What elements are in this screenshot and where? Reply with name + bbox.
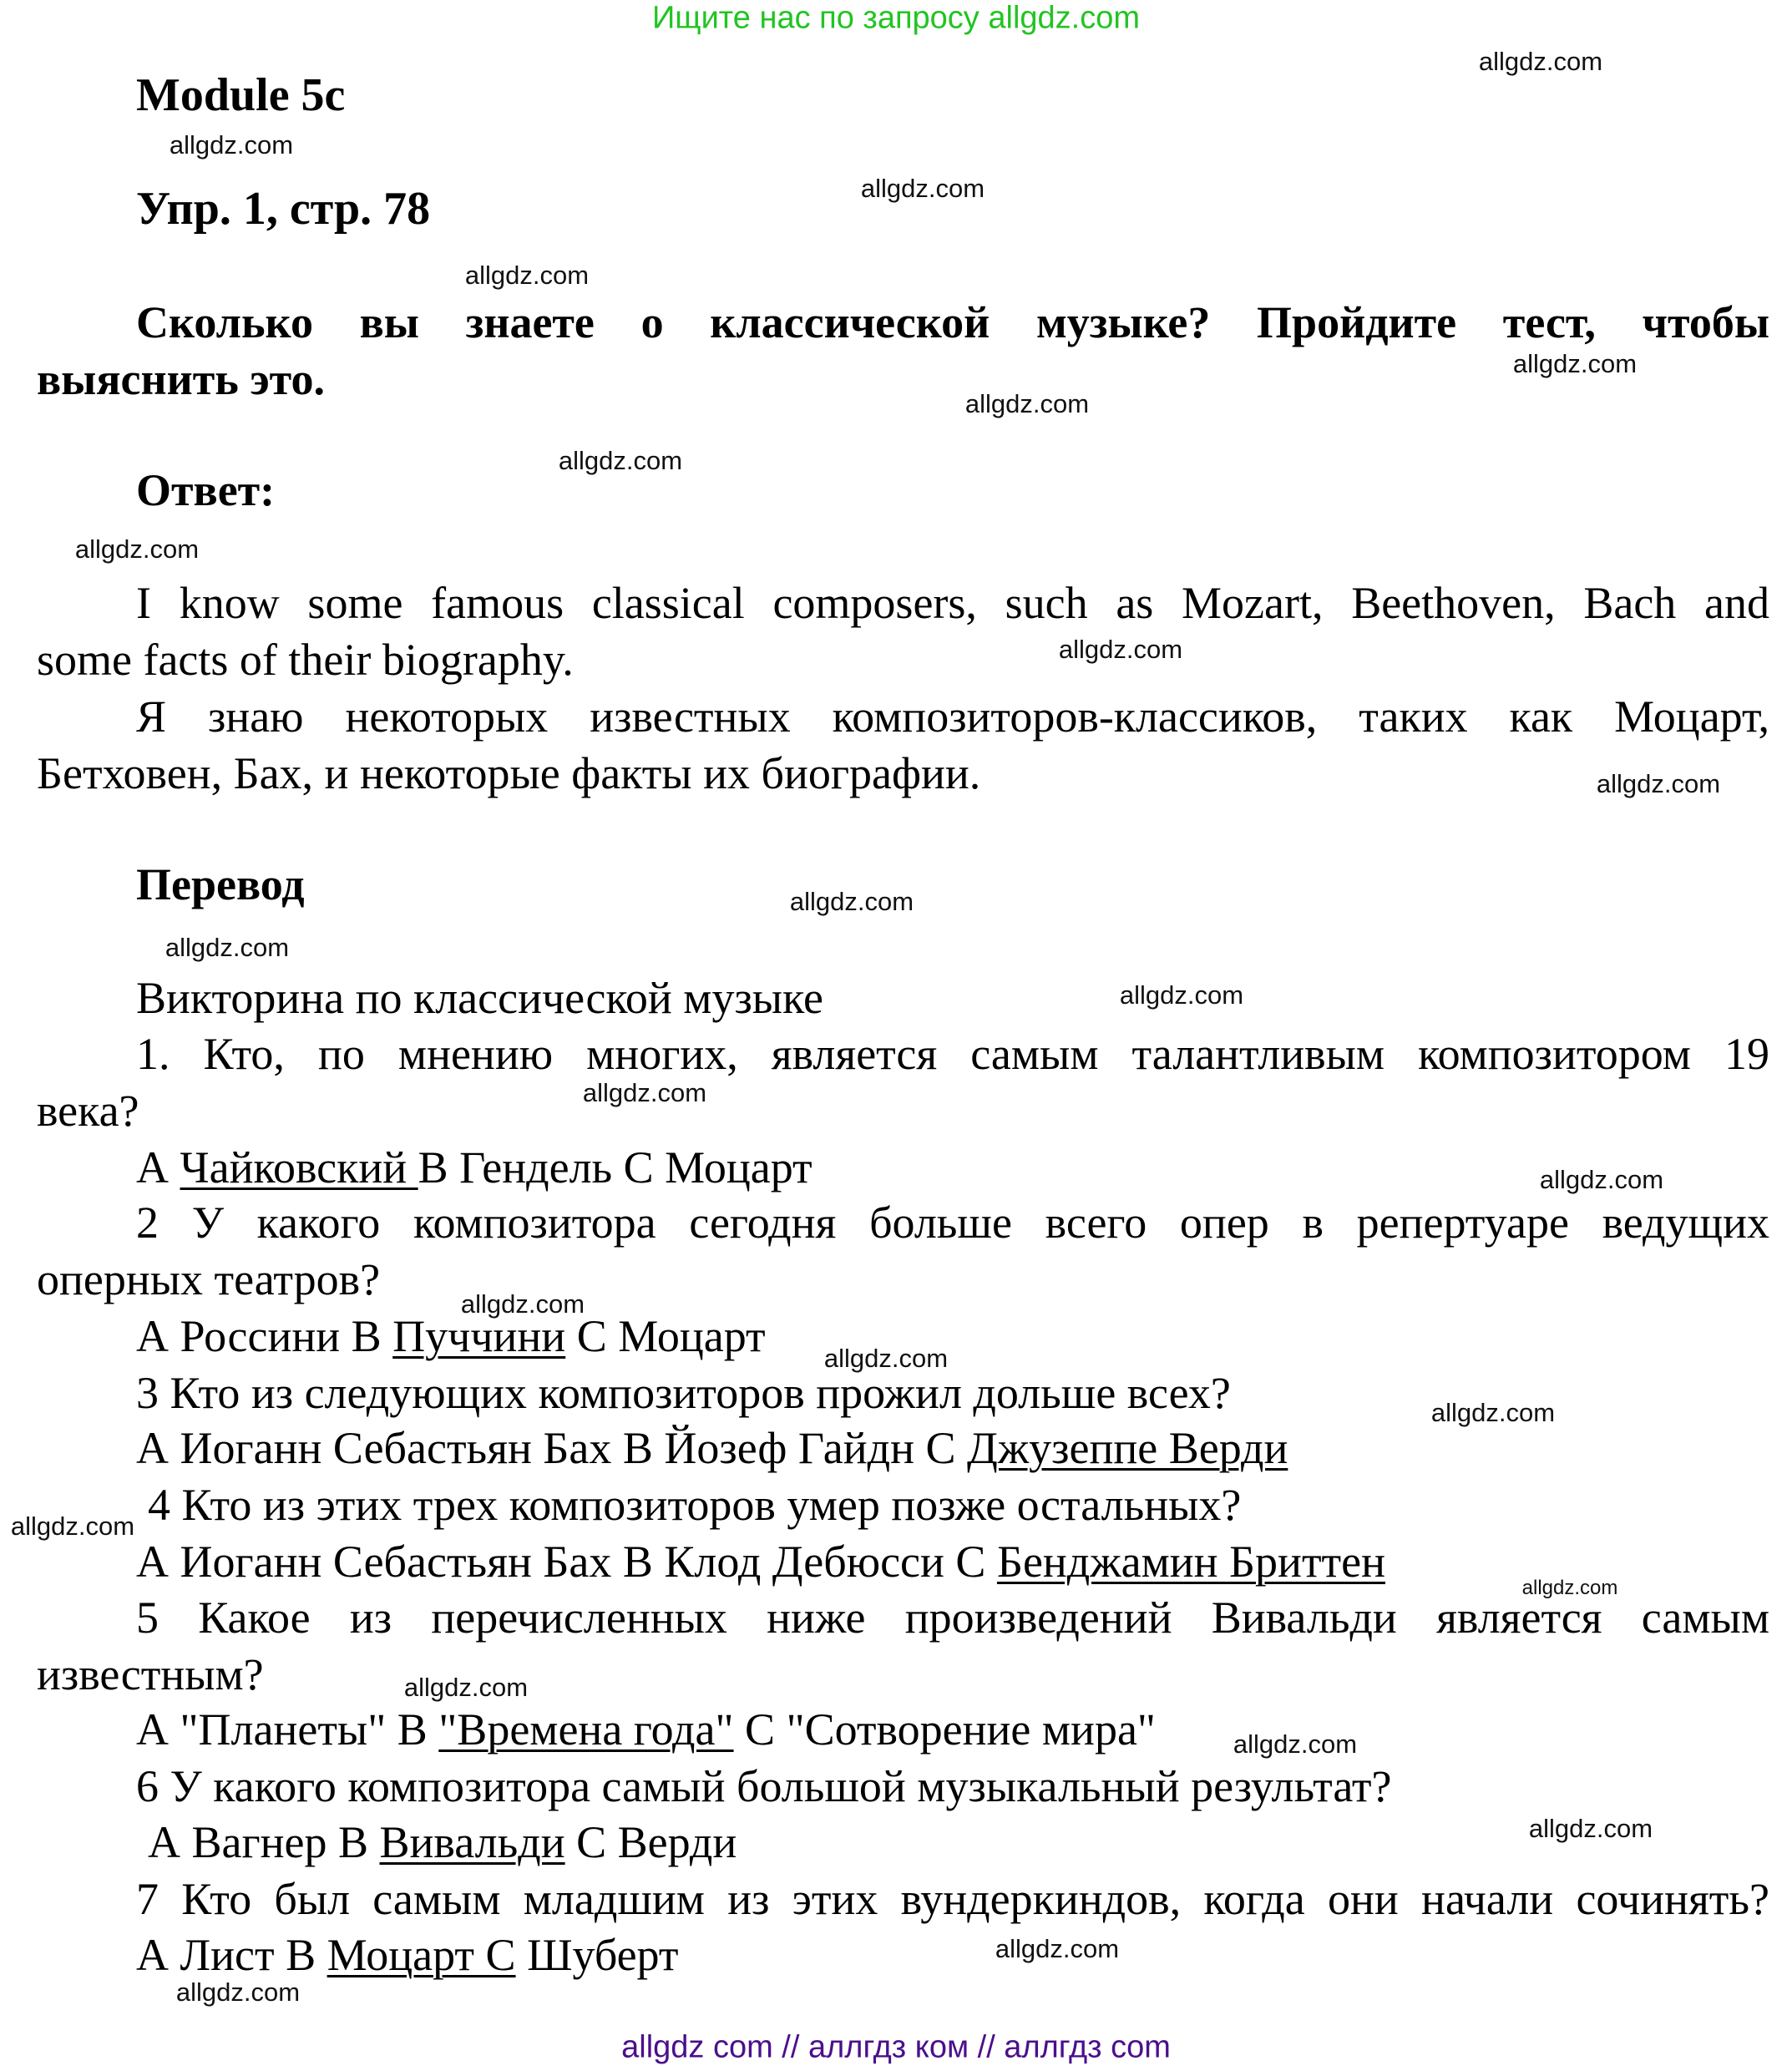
option-text: С "Сотворение мира": [733, 1704, 1156, 1755]
answer-ru-line-2: Бетховен, Бах, и некоторые факты их биографии.: [37, 748, 981, 798]
module-title: Module 5c: [136, 69, 346, 121]
question-4: 4 Кто из этих трех композиторов умер позже остальных?: [148, 1480, 1242, 1530]
correct-answer: Бенджамин Бриттен: [996, 1537, 1386, 1587]
quiz-title: Викторина по классической музыке: [136, 973, 823, 1023]
option-text: А: [136, 1142, 180, 1193]
translation-heading: Перевод: [136, 859, 305, 909]
answer-ru-line-1: Я знаю некоторых известных композиторов-классиков, таких как Моцарт,: [136, 691, 1769, 742]
question-5-cont: известным?: [37, 1649, 264, 1699]
watermark: allgdz.com: [1528, 1814, 1653, 1843]
option-text: А Россини В: [136, 1311, 393, 1361]
answer-options-7: [136, 1927, 678, 1983]
watermark: allgdz.com: [582, 1078, 707, 1107]
correct-answer: Моцарт С: [327, 1930, 516, 1980]
watermark: allgdz.com: [1539, 1165, 1664, 1194]
watermark: allgdz.com: [1058, 635, 1183, 664]
search-banner: Ищите нас по запросу allgdz.com: [651, 0, 1141, 36]
question-2: 2 У какого композитора сегодня больше всего опер в репертуаре ведущих: [136, 1198, 1769, 1248]
watermark: allgdz.com: [165, 933, 290, 962]
answer-options-6: [148, 1814, 737, 1871]
correct-answer: Чайковский: [180, 1142, 418, 1193]
watermark: allgdz.com: [464, 261, 590, 290]
option-text: А "Планеты" В: [136, 1704, 439, 1755]
answer-en-line-2: some facts of their biography.: [37, 635, 574, 685]
watermark: allgdz.com: [403, 1673, 529, 1702]
watermark: allgdz.com: [1512, 349, 1638, 378]
footer-banner: allgdz com // аллгдз ком // аллгдз com: [621, 2029, 1171, 2065]
answer-heading: Ответ:: [136, 465, 276, 515]
correct-answer: Джузеппе Верди: [967, 1423, 1288, 1473]
question-2-cont: оперных театров?: [37, 1254, 381, 1304]
watermark: allgdz.com: [860, 174, 985, 203]
correct-answer: Пуччини: [392, 1311, 566, 1361]
task-line-2: выяснить это.: [37, 354, 325, 404]
correct-answer: Вивальди: [379, 1817, 565, 1867]
watermark: allgdz.com: [1596, 769, 1721, 798]
option-text: В Гендель С Моцарт: [418, 1142, 812, 1193]
option-text: А Лист В: [136, 1930, 327, 1980]
watermark: allgdz.com: [1521, 1577, 1618, 1599]
watermark: allgdz.com: [1119, 980, 1244, 1010]
answer-options-5: [136, 1701, 1156, 1758]
watermark: allgdz.com: [823, 1344, 949, 1373]
watermark: allgdz.com: [1233, 1729, 1358, 1759]
watermark: allgdz.com: [558, 446, 683, 475]
question-3: 3 Кто из следующих композиторов прожил дольше всех?: [136, 1368, 1231, 1418]
watermark: allgdz.com: [1430, 1398, 1556, 1427]
question-1-cont: века?: [37, 1086, 139, 1136]
exercise-title: Упр. 1, стр. 78: [136, 183, 431, 235]
question-5: 5 Какое из перечисленных ниже произведений Вивальди является самым: [136, 1593, 1769, 1643]
answer-options-4: [136, 1533, 1385, 1590]
question-1: 1. Кто, по мнению многих, является самым талантливым композитором 19: [136, 1029, 1769, 1079]
answer-options-1: [136, 1139, 812, 1196]
task-line-1: Сколько вы знаете о классической музыке? Пройдите тест, чтобы: [136, 297, 1769, 347]
watermark: allgdz.com: [995, 1934, 1120, 1963]
watermark: allgdz.com: [74, 534, 200, 564]
watermark: allgdz.com: [789, 887, 914, 916]
option-text: А Иоганн Себастьян Бах В Клод Дебюсси С: [136, 1537, 997, 1587]
option-text: С Моцарт: [565, 1311, 766, 1361]
answer-options-3: [136, 1420, 1288, 1476]
option-text: Шуберт: [515, 1930, 679, 1980]
watermark: allgdz.com: [460, 1289, 585, 1319]
watermark: allgdz.com: [964, 389, 1090, 418]
watermark: allgdz.com: [175, 1977, 301, 2007]
answer-options-2: [136, 1308, 766, 1365]
option-text: А Иоганн Себастьян Бах В Йозеф Гайдн С: [136, 1423, 967, 1473]
option-text: С Верди: [564, 1817, 737, 1867]
watermark: allgdz.com: [10, 1512, 135, 1541]
watermark: allgdz.com: [169, 130, 294, 160]
answer-en-line-1: I know some famous classical composers, such as Mozart, Beethoven, Bach and: [136, 578, 1769, 628]
correct-answer: "Времена года": [438, 1704, 734, 1755]
watermark: allgdz.com: [1478, 47, 1603, 76]
question-6: 6 У какого композитора самый большой музыкальный результат?: [136, 1761, 1392, 1811]
option-text: А Вагнер В: [148, 1817, 380, 1867]
question-7: 7 Кто был самым младшим из этих вундеркиндов, когда они начали сочинять?: [136, 1874, 1769, 1924]
